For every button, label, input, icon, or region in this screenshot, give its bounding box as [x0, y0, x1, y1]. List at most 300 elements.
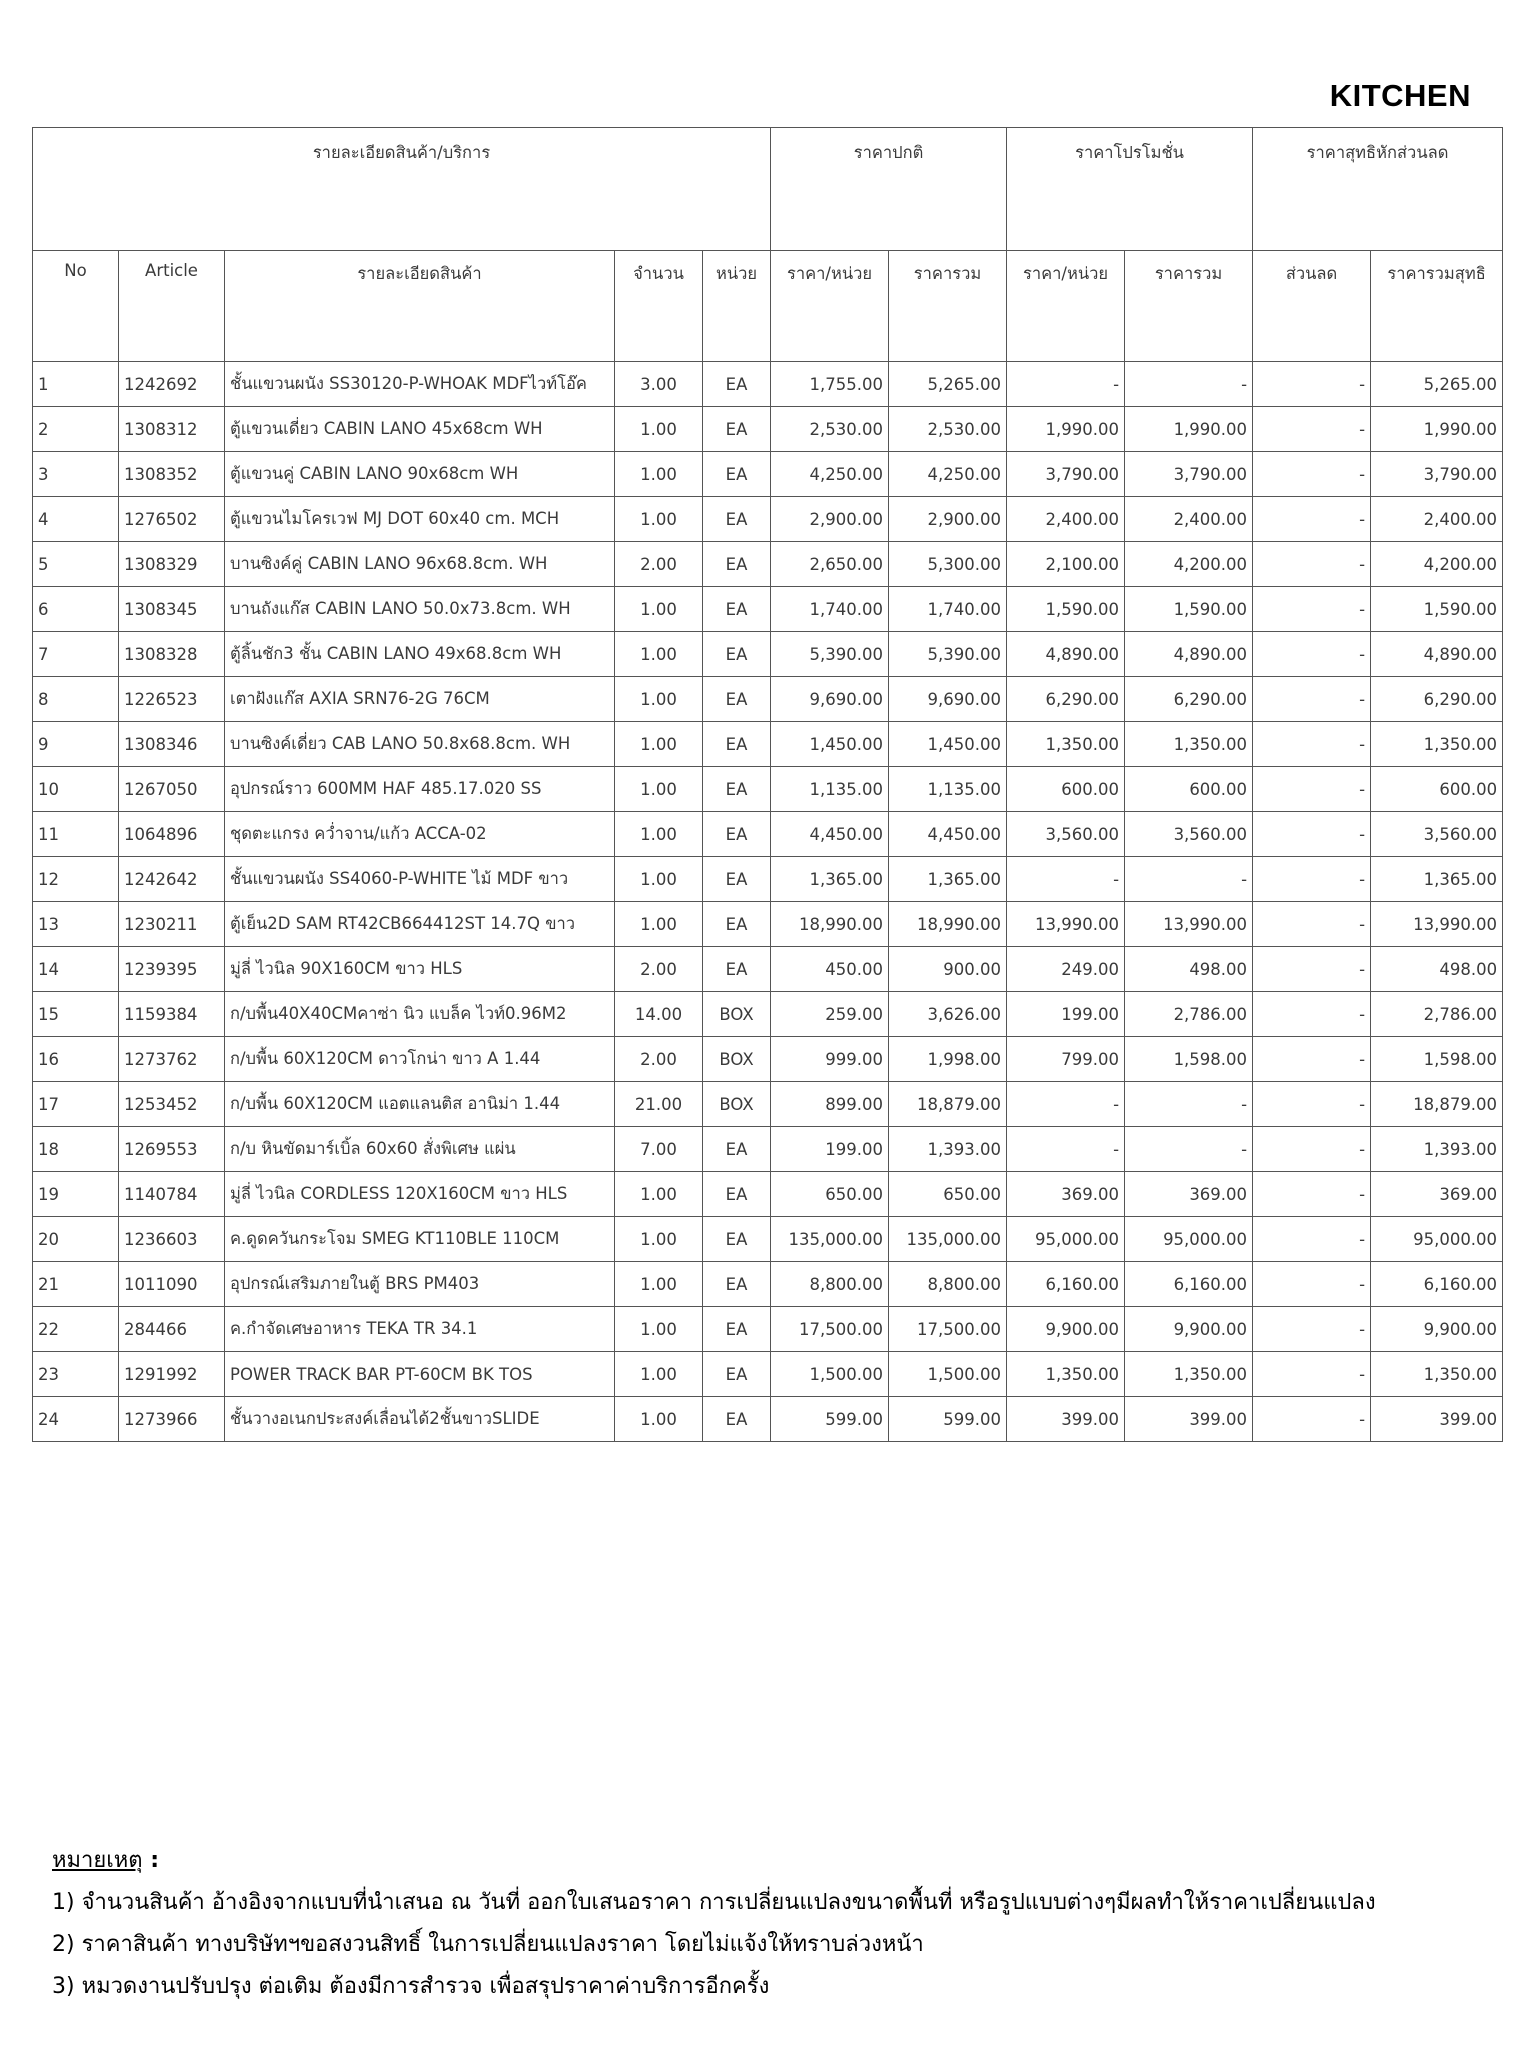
cell-total: 4,450.00 — [889, 812, 1007, 857]
cell-article: 1239395 — [119, 947, 225, 992]
table-row — [33, 677, 1503, 722]
column-header-unit-price: ราคา/หน่วย — [771, 251, 889, 362]
cell-net-total: 18,879.00 — [1371, 1082, 1503, 1127]
cell-description: ตู้แขวนไมโครเวฟ MJ DOT 60x40 cm. MCH — [225, 497, 615, 542]
cell-article: 1308312 — [119, 407, 225, 452]
cell-no: 1 — [33, 362, 119, 407]
cell-description: เตาฝังแก๊ส AXIA SRN76-2G 76CM — [225, 677, 615, 722]
cell-qty: 14.00 — [615, 992, 703, 1037]
cell-total: 17,500.00 — [889, 1307, 1007, 1352]
cell-description: มู่ลี่ ไวนิล CORDLESS 120X160CM ขาว HLS — [225, 1172, 615, 1217]
cell-article: 1011090 — [119, 1262, 225, 1307]
cell-total: 1,393.00 — [889, 1127, 1007, 1172]
cell-promo-unit-price: 9,900.00 — [1007, 1307, 1125, 1352]
cell-no: 14 — [33, 947, 119, 992]
table-row — [33, 407, 1503, 452]
column-header-promo-unit-price: ราคา/หน่วย — [1007, 251, 1125, 362]
cell-unit-price: 899.00 — [771, 1082, 889, 1127]
cell-promo-total: - — [1125, 1127, 1253, 1172]
cell-unit-price: 2,650.00 — [771, 542, 889, 587]
cell-description: ค.กำจัดเศษอาหาร TEKA TR 34.1 — [225, 1307, 615, 1352]
cell-total: 1,135.00 — [889, 767, 1007, 812]
cell-discount: - — [1253, 407, 1371, 452]
column-header-row — [33, 251, 1503, 362]
cell-unit: EA — [703, 767, 771, 812]
cell-qty: 1.00 — [615, 722, 703, 767]
column-header-net-total: ราคารวมสุทธิ — [1371, 251, 1503, 362]
cell-unit-price: 599.00 — [771, 1397, 889, 1442]
cell-discount: - — [1253, 1037, 1371, 1082]
cell-description: ค.ดูดควันกระโจม SMEG KT110BLE 110CM — [225, 1217, 615, 1262]
cell-unit-price: 1,365.00 — [771, 857, 889, 902]
cell-promo-unit-price: 6,290.00 — [1007, 677, 1125, 722]
cell-no: 13 — [33, 902, 119, 947]
cell-total: 9,690.00 — [889, 677, 1007, 722]
note-item-1: 1) จำนวนสินค้า อ้างอิงจากแบบที่นำเสนอ ณ วันที่ ออกใบเสนอราคา การเปลี่ยนแปลงขนาดพื้นที่ หรือรูปแบบต่างๆมีผลทำให้ราคาเปลี่ยนแปลง — [52, 1890, 1376, 1915]
cell-qty: 1.00 — [615, 632, 703, 677]
cell-article: 1273966 — [119, 1397, 225, 1442]
cell-qty: 1.00 — [615, 767, 703, 812]
cell-promo-total: 1,990.00 — [1125, 407, 1253, 452]
cell-net-total: 1,598.00 — [1371, 1037, 1503, 1082]
cell-promo-total: 6,290.00 — [1125, 677, 1253, 722]
cell-unit-price: 259.00 — [771, 992, 889, 1037]
cell-unit: EA — [703, 407, 771, 452]
cell-article: 1226523 — [119, 677, 225, 722]
cell-net-total: 3,560.00 — [1371, 812, 1503, 857]
cell-promo-total: 1,590.00 — [1125, 587, 1253, 632]
cell-promo-unit-price: - — [1007, 1127, 1125, 1172]
cell-qty: 1.00 — [615, 497, 703, 542]
note-item-2: 2) ราคาสินค้า ทางบริษัทฯขอสงวนสิทธิ์ ในการเปลี่ยนแปลงราคา โดยไม่แจ้งให้ทราบล่วงหน้า — [52, 1932, 924, 1957]
cell-article: 1242642 — [119, 857, 225, 902]
cell-no: 16 — [33, 1037, 119, 1082]
cell-promo-total: 399.00 — [1125, 1397, 1253, 1442]
cell-promo-unit-price: 6,160.00 — [1007, 1262, 1125, 1307]
cell-promo-unit-price: 2,400.00 — [1007, 497, 1125, 542]
cell-discount: - — [1253, 992, 1371, 1037]
cell-net-total: 369.00 — [1371, 1172, 1503, 1217]
cell-net-total: 4,200.00 — [1371, 542, 1503, 587]
cell-no: 7 — [33, 632, 119, 677]
notes-title: หมายเหตุ — [52, 1848, 143, 1873]
column-header-article: Article — [119, 251, 225, 362]
table-row — [33, 1037, 1503, 1082]
cell-net-total: 1,393.00 — [1371, 1127, 1503, 1172]
cell-total: 2,900.00 — [889, 497, 1007, 542]
cell-no: 9 — [33, 722, 119, 767]
cell-unit: EA — [703, 1217, 771, 1262]
cell-no: 11 — [33, 812, 119, 857]
cell-discount: - — [1253, 1307, 1371, 1352]
cell-discount: - — [1253, 857, 1371, 902]
cell-description: บานซิงค์คู่ CABIN LANO 96x68.8cm. WH — [225, 542, 615, 587]
cell-qty: 1.00 — [615, 1352, 703, 1397]
cell-promo-unit-price: 799.00 — [1007, 1037, 1125, 1082]
cell-unit: EA — [703, 1307, 771, 1352]
cell-description: ชั้นวางอเนกประสงค์เลื่อนได้2ชั้นขาวSLIDE — [225, 1397, 615, 1442]
column-header-total: ราคารวม — [889, 251, 1007, 362]
cell-description: ชุดตะแกรง คว่ำจาน/แก้ว ACCA-02 — [225, 812, 615, 857]
cell-promo-total: 4,200.00 — [1125, 542, 1253, 587]
cell-total: 900.00 — [889, 947, 1007, 992]
cell-article: 1273762 — [119, 1037, 225, 1082]
cell-unit: EA — [703, 722, 771, 767]
cell-discount: - — [1253, 1127, 1371, 1172]
cell-no: 4 — [33, 497, 119, 542]
cell-article: 1230211 — [119, 902, 225, 947]
cell-unit: EA — [703, 902, 771, 947]
cell-discount: - — [1253, 542, 1371, 587]
cell-qty: 1.00 — [615, 1217, 703, 1262]
column-header-description: รายละเอียดสินค้า — [225, 251, 615, 362]
cell-promo-total: 3,560.00 — [1125, 812, 1253, 857]
cell-net-total: 1,350.00 — [1371, 722, 1503, 767]
cell-qty: 21.00 — [615, 1082, 703, 1127]
table-row — [33, 1082, 1503, 1127]
cell-promo-unit-price: 2,100.00 — [1007, 542, 1125, 587]
cell-discount: - — [1253, 587, 1371, 632]
cell-promo-unit-price: - — [1007, 857, 1125, 902]
cell-promo-unit-price: 3,560.00 — [1007, 812, 1125, 857]
cell-discount: - — [1253, 812, 1371, 857]
cell-unit-price: 17,500.00 — [771, 1307, 889, 1352]
group-header-details: รายละเอียดสินค้า/บริการ — [33, 128, 771, 251]
cell-total: 1,500.00 — [889, 1352, 1007, 1397]
cell-qty: 1.00 — [615, 452, 703, 497]
cell-net-total: 600.00 — [1371, 767, 1503, 812]
cell-unit: EA — [703, 587, 771, 632]
cell-promo-unit-price: 1,350.00 — [1007, 1352, 1125, 1397]
cell-unit: EA — [703, 812, 771, 857]
cell-unit-price: 2,530.00 — [771, 407, 889, 452]
cell-promo-total: 2,786.00 — [1125, 992, 1253, 1037]
cell-unit: EA — [703, 542, 771, 587]
cell-promo-total: 13,990.00 — [1125, 902, 1253, 947]
cell-total: 1,998.00 — [889, 1037, 1007, 1082]
cell-net-total: 498.00 — [1371, 947, 1503, 992]
cell-promo-total: - — [1125, 1082, 1253, 1127]
cell-qty: 1.00 — [615, 1397, 703, 1442]
cell-unit: BOX — [703, 1082, 771, 1127]
cell-article: 1253452 — [119, 1082, 225, 1127]
cell-qty: 2.00 — [615, 542, 703, 587]
cell-net-total: 3,790.00 — [1371, 452, 1503, 497]
cell-unit: EA — [703, 1397, 771, 1442]
cell-promo-unit-price: 600.00 — [1007, 767, 1125, 812]
cell-description: ตู้เย็น2D SAM RT42CB664412ST 14.7Q ขาว — [225, 902, 615, 947]
cell-net-total: 5,265.00 — [1371, 362, 1503, 407]
cell-description: ก/บพื้น40X40CMคาซ่า นิว แบล็ค ไวท์0.96M2 — [225, 992, 615, 1037]
cell-promo-unit-price: 1,350.00 — [1007, 722, 1125, 767]
cell-promo-total: 2,400.00 — [1125, 497, 1253, 542]
cell-promo-total: 4,890.00 — [1125, 632, 1253, 677]
cell-no: 12 — [33, 857, 119, 902]
cell-net-total: 9,900.00 — [1371, 1307, 1503, 1352]
cell-unit: EA — [703, 362, 771, 407]
table-row — [33, 947, 1503, 992]
cell-unit-price: 999.00 — [771, 1037, 889, 1082]
cell-discount: - — [1253, 497, 1371, 542]
group-header-row — [33, 128, 1503, 251]
group-header-net-price: ราคาสุทธิหักส่วนลด — [1253, 128, 1503, 251]
cell-promo-total: 498.00 — [1125, 947, 1253, 992]
cell-discount: - — [1253, 947, 1371, 992]
cell-total: 650.00 — [889, 1172, 1007, 1217]
cell-unit: BOX — [703, 1037, 771, 1082]
cell-article: 1267050 — [119, 767, 225, 812]
cell-total: 2,530.00 — [889, 407, 1007, 452]
cell-total: 5,300.00 — [889, 542, 1007, 587]
cell-promo-unit-price: 399.00 — [1007, 1397, 1125, 1442]
cell-discount: - — [1253, 452, 1371, 497]
cell-promo-unit-price: 13,990.00 — [1007, 902, 1125, 947]
table-row — [33, 767, 1503, 812]
cell-unit-price: 1,450.00 — [771, 722, 889, 767]
cell-discount: - — [1253, 677, 1371, 722]
cell-discount: - — [1253, 632, 1371, 677]
cell-discount: - — [1253, 1217, 1371, 1262]
cell-promo-total: 3,790.00 — [1125, 452, 1253, 497]
cell-unit-price: 9,690.00 — [771, 677, 889, 722]
cell-total: 8,800.00 — [889, 1262, 1007, 1307]
cell-unit: EA — [703, 1352, 771, 1397]
cell-promo-total: 1,350.00 — [1125, 722, 1253, 767]
cell-qty: 1.00 — [615, 812, 703, 857]
cell-qty: 7.00 — [615, 1127, 703, 1172]
cell-no: 2 — [33, 407, 119, 452]
cell-unit-price: 135,000.00 — [771, 1217, 889, 1262]
cell-promo-unit-price: 95,000.00 — [1007, 1217, 1125, 1262]
column-header-unit: หน่วย — [703, 251, 771, 362]
cell-discount: - — [1253, 722, 1371, 767]
cell-unit-price: 4,450.00 — [771, 812, 889, 857]
table-row — [33, 1307, 1503, 1352]
cell-description: มู่ลี่ ไวนิล 90X160CM ขาว HLS — [225, 947, 615, 992]
cell-promo-unit-price: 1,590.00 — [1007, 587, 1125, 632]
cell-promo-unit-price: 4,890.00 — [1007, 632, 1125, 677]
table-row — [33, 902, 1503, 947]
cell-unit: EA — [703, 857, 771, 902]
cell-promo-total: 9,900.00 — [1125, 1307, 1253, 1352]
cell-total: 18,990.00 — [889, 902, 1007, 947]
cell-qty: 1.00 — [615, 677, 703, 722]
cell-qty: 1.00 — [615, 1262, 703, 1307]
table-row — [33, 1352, 1503, 1397]
cell-article: 1159384 — [119, 992, 225, 1037]
cell-no: 6 — [33, 587, 119, 632]
cell-no: 23 — [33, 1352, 119, 1397]
cell-net-total: 4,890.00 — [1371, 632, 1503, 677]
cell-article: 1291992 — [119, 1352, 225, 1397]
cell-no: 17 — [33, 1082, 119, 1127]
cell-unit: EA — [703, 452, 771, 497]
cell-unit: EA — [703, 947, 771, 992]
cell-promo-total: 6,160.00 — [1125, 1262, 1253, 1307]
table-row — [33, 1172, 1503, 1217]
column-header-no: No — [33, 251, 119, 362]
cell-no: 20 — [33, 1217, 119, 1262]
cell-discount: - — [1253, 902, 1371, 947]
cell-unit-price: 4,250.00 — [771, 452, 889, 497]
cell-unit: EA — [703, 1172, 771, 1217]
cell-unit-price: 1,755.00 — [771, 362, 889, 407]
cell-description: อุปกรณ์ราว 600MM HAF 485.17.020 SS — [225, 767, 615, 812]
cell-total: 135,000.00 — [889, 1217, 1007, 1262]
cell-total: 5,390.00 — [889, 632, 1007, 677]
cell-total: 599.00 — [889, 1397, 1007, 1442]
cell-qty: 1.00 — [615, 587, 703, 632]
cell-unit-price: 5,390.00 — [771, 632, 889, 677]
cell-unit: BOX — [703, 992, 771, 1037]
group-header-normal-price: ราคาปกติ — [771, 128, 1007, 251]
group-header-promo-price: ราคาโปรโมชั่น — [1007, 128, 1253, 251]
table-row — [33, 1217, 1503, 1262]
cell-article: 1308346 — [119, 722, 225, 767]
cell-unit: EA — [703, 1127, 771, 1172]
cell-qty: 1.00 — [615, 1172, 703, 1217]
cell-article: 1064896 — [119, 812, 225, 857]
cell-unit: EA — [703, 1262, 771, 1307]
cell-total: 1,365.00 — [889, 857, 1007, 902]
cell-promo-unit-price: 199.00 — [1007, 992, 1125, 1037]
notes-colon: : — [142, 1848, 160, 1873]
cell-article: 1308329 — [119, 542, 225, 587]
cell-qty: 1.00 — [615, 857, 703, 902]
cell-discount: - — [1253, 1352, 1371, 1397]
table-row — [33, 452, 1503, 497]
cell-no: 22 — [33, 1307, 119, 1352]
cell-promo-unit-price: 249.00 — [1007, 947, 1125, 992]
notes-section — [52, 1840, 1376, 2008]
cell-unit: EA — [703, 677, 771, 722]
cell-qty: 2.00 — [615, 1037, 703, 1082]
cell-article: 1308328 — [119, 632, 225, 677]
column-header-promo-total: ราคารวม — [1125, 251, 1253, 362]
cell-unit-price: 2,900.00 — [771, 497, 889, 542]
cell-net-total: 1,590.00 — [1371, 587, 1503, 632]
table-row — [33, 542, 1503, 587]
cell-discount: - — [1253, 1397, 1371, 1442]
cell-net-total: 1,990.00 — [1371, 407, 1503, 452]
cell-promo-total: - — [1125, 857, 1253, 902]
cell-article: 1236603 — [119, 1217, 225, 1262]
cell-description: ก/บ หินขัดมาร์เบิ้ล 60x60 สั่งพิเศษ แผ่น — [225, 1127, 615, 1172]
table-row — [33, 1127, 1503, 1172]
cell-unit: EA — [703, 632, 771, 677]
cell-net-total: 1,365.00 — [1371, 857, 1503, 902]
cell-promo-total: 1,350.00 — [1125, 1352, 1253, 1397]
cell-description: อุปกรณ์เสริมภายในตู้ BRS PM403 — [225, 1262, 615, 1307]
cell-article: 1242692 — [119, 362, 225, 407]
cell-net-total: 6,290.00 — [1371, 677, 1503, 722]
quotation-table — [32, 127, 1503, 1442]
cell-qty: 1.00 — [615, 902, 703, 947]
cell-promo-total: 369.00 — [1125, 1172, 1253, 1217]
cell-qty: 1.00 — [615, 407, 703, 452]
cell-promo-unit-price: - — [1007, 362, 1125, 407]
cell-net-total: 13,990.00 — [1371, 902, 1503, 947]
cell-discount: - — [1253, 1172, 1371, 1217]
table-body — [33, 362, 1503, 1442]
table-row — [33, 1262, 1503, 1307]
cell-no: 8 — [33, 677, 119, 722]
cell-unit-price: 1,500.00 — [771, 1352, 889, 1397]
cell-no: 15 — [33, 992, 119, 1037]
cell-promo-total: - — [1125, 362, 1253, 407]
cell-no: 21 — [33, 1262, 119, 1307]
cell-description: ตู้แขวนเดี่ยว CABIN LANO 45x68cm WH — [225, 407, 615, 452]
cell-total: 4,250.00 — [889, 452, 1007, 497]
cell-description: POWER TRACK BAR PT-60CM BK TOS — [225, 1352, 615, 1397]
cell-promo-total: 95,000.00 — [1125, 1217, 1253, 1262]
cell-no: 3 — [33, 452, 119, 497]
cell-discount: - — [1253, 1262, 1371, 1307]
cell-total: 3,626.00 — [889, 992, 1007, 1037]
cell-article: 1308352 — [119, 452, 225, 497]
cell-total: 1,450.00 — [889, 722, 1007, 767]
cell-total: 1,740.00 — [889, 587, 1007, 632]
table-row — [33, 362, 1503, 407]
cell-net-total: 399.00 — [1371, 1397, 1503, 1442]
cell-no: 24 — [33, 1397, 119, 1442]
page-title: KITCHEN — [1329, 78, 1471, 113]
cell-unit-price: 450.00 — [771, 947, 889, 992]
cell-discount: - — [1253, 362, 1371, 407]
cell-qty: 2.00 — [615, 947, 703, 992]
cell-unit-price: 1,740.00 — [771, 587, 889, 632]
cell-no: 10 — [33, 767, 119, 812]
cell-unit-price: 1,135.00 — [771, 767, 889, 812]
cell-net-total: 2,786.00 — [1371, 992, 1503, 1037]
cell-article: 1276502 — [119, 497, 225, 542]
column-header-qty: จำนวน — [615, 251, 703, 362]
cell-no: 18 — [33, 1127, 119, 1172]
cell-promo-unit-price: - — [1007, 1082, 1125, 1127]
cell-total: 18,879.00 — [889, 1082, 1007, 1127]
table-row — [33, 497, 1503, 542]
cell-qty: 3.00 — [615, 362, 703, 407]
cell-unit-price: 18,990.00 — [771, 902, 889, 947]
column-header-discount: ส่วนลด — [1253, 251, 1371, 362]
cell-net-total: 6,160.00 — [1371, 1262, 1503, 1307]
notes-heading — [52, 1840, 1376, 1882]
cell-no: 19 — [33, 1172, 119, 1217]
table-row — [33, 587, 1503, 632]
cell-promo-total: 1,598.00 — [1125, 1037, 1253, 1082]
cell-promo-unit-price: 3,790.00 — [1007, 452, 1125, 497]
cell-article: 284466 — [119, 1307, 225, 1352]
cell-description: ตู้ลิ้นชัก3 ชั้น CABIN LANO 49x68.8cm WH — [225, 632, 615, 677]
cell-unit-price: 650.00 — [771, 1172, 889, 1217]
cell-no: 5 — [33, 542, 119, 587]
cell-article: 1308345 — [119, 587, 225, 632]
cell-article: 1269553 — [119, 1127, 225, 1172]
cell-discount: - — [1253, 1082, 1371, 1127]
cell-unit-price: 8,800.00 — [771, 1262, 889, 1307]
table-row — [33, 722, 1503, 767]
cell-total: 5,265.00 — [889, 362, 1007, 407]
cell-promo-total: 600.00 — [1125, 767, 1253, 812]
cell-description: บานซิงค์เดี่ยว CAB LANO 50.8x68.8cm. WH — [225, 722, 615, 767]
cell-unit: EA — [703, 497, 771, 542]
table-row — [33, 632, 1503, 677]
cell-promo-unit-price: 1,990.00 — [1007, 407, 1125, 452]
note-item-3: 3) หมวดงานปรับปรุง ต่อเติม ต้องมีการสำรวจ เพื่อสรุปราคาค่าบริการอีกครั้ง — [52, 1974, 770, 1999]
cell-description: ชั้นแขวนผนัง SS4060-P-WHITE ไม้ MDF ขาว — [225, 857, 615, 902]
cell-article: 1140784 — [119, 1172, 225, 1217]
cell-description: ก/บพื้น 60X120CM แอตแลนติส อานิม่า 1.44 — [225, 1082, 615, 1127]
